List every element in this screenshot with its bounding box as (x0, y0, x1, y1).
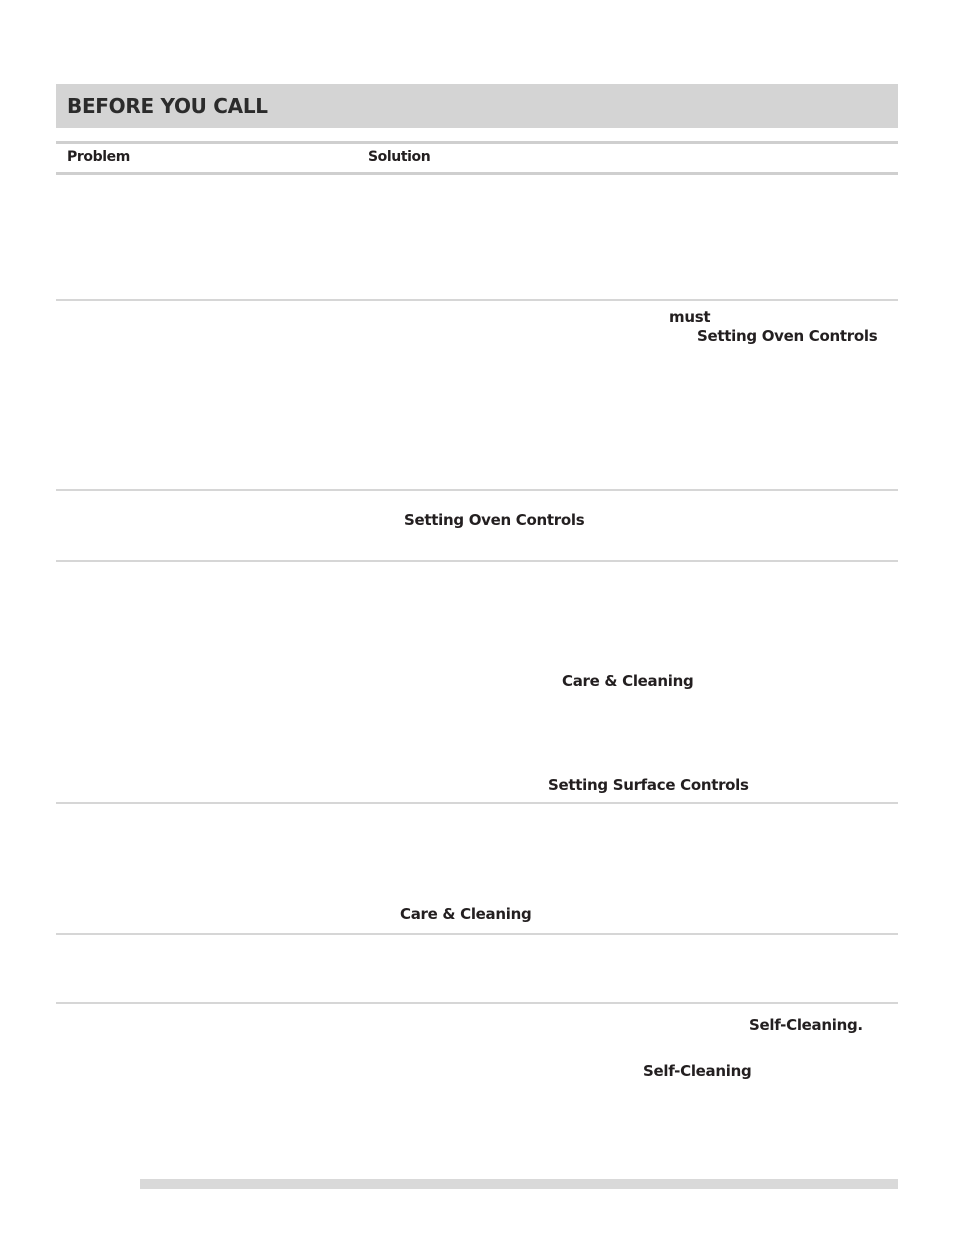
page-banner (56, 84, 898, 128)
page-title: BEFORE YOU CALL (67, 94, 268, 118)
reference-setting-oven-controls: Setting Oven Controls (697, 327, 878, 345)
row-divider (56, 489, 898, 491)
reference-setting-oven-controls: Setting Oven Controls (404, 511, 585, 529)
footer-bar (140, 1179, 898, 1189)
reference-care-and-cleaning: Care & Cleaning (400, 905, 532, 923)
column-header-problem: Problem (67, 149, 130, 165)
column-header-solution: Solution (368, 149, 431, 165)
row-divider (56, 1002, 898, 1004)
row-divider (56, 299, 898, 301)
emphasis-must: must (669, 308, 711, 326)
row-divider (56, 933, 898, 935)
reference-self-cleaning: Self-Cleaning. (749, 1016, 863, 1034)
row-divider (56, 802, 898, 804)
table-header (56, 141, 898, 175)
reference-setting-surface-controls: Setting Surface Controls (548, 776, 749, 794)
reference-self-cleaning: Self-Cleaning (643, 1062, 752, 1080)
reference-care-and-cleaning: Care & Cleaning (562, 672, 694, 690)
row-divider (56, 560, 898, 562)
